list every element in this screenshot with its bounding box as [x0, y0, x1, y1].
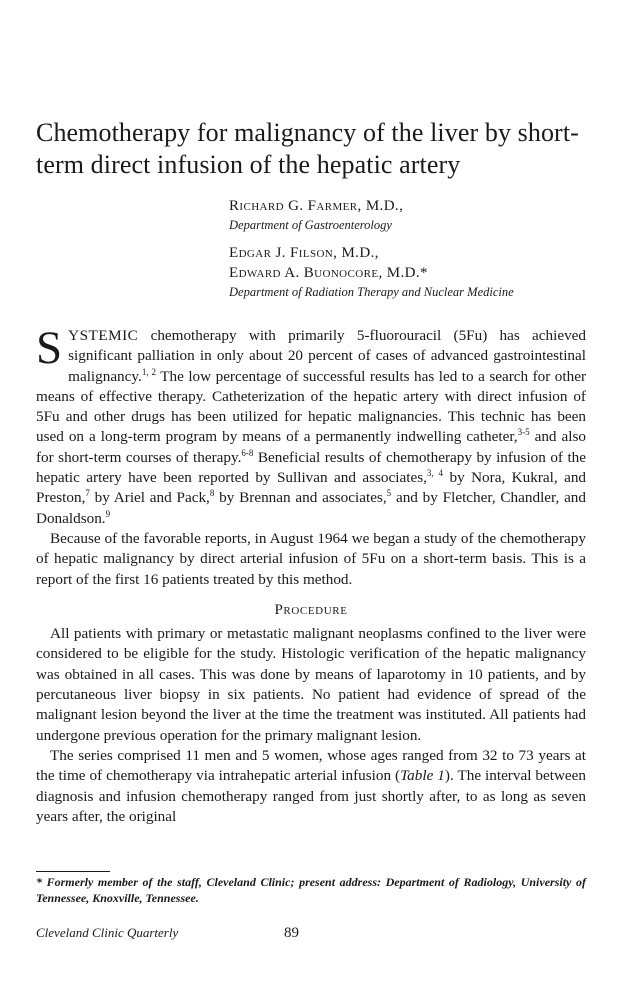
series-text-2: ). The interval between diagnosis and infusion chemotherapy ranged from just shortly after, to as long as seven years after, the original	[36, 767, 586, 825]
paragraph-study-start: Because of the favorable reports, in August 1964 we began a study of the chemotherapy of hepatic malignancy by direct arterial infusion of 5Fu on a short-term basis. This is a report of the first 16 patients treated by this method.	[36, 529, 586, 588]
citation-ref: 6-8	[241, 447, 254, 458]
intro-text-1: chemotherapy with primarily 5-fluorouracil (5Fu) has achieved significant palliation in only about 20 percent of cases of advanced gastrointestinal malignancy.	[68, 327, 586, 385]
citation-ref: 8	[209, 488, 215, 499]
intro-text-6: by Ariel and Pack,	[89, 489, 210, 507]
series-text-1: The series comprised 11 men and 5 women, whose ages ranged from 32 to 73 years at the time of chemotherapy via intrahepatic arterial infusion (	[36, 746, 586, 785]
department-gastroenterology: Department of Gastroenterology	[229, 218, 392, 232]
citation-ref: 5	[386, 488, 392, 499]
drop-cap: S	[36, 322, 63, 374]
author-farmer: Richard G. Farmer, M.D.,	[229, 198, 404, 214]
footnote: * Formerly member of the staff, Cleveland Clinic; present address: Department of Radiology, University of Tennessee, Knoxville, Tennessee.	[36, 875, 586, 905]
author-block	[229, 196, 609, 301]
paragraph-intro	[36, 322, 587, 529]
article-body	[36, 322, 587, 827]
paragraph-eligibility: All patients with primary or metastatic malignant neoplasms confined to the liver were considered to be eligible for the study. Histologic verification of the hepatic malignancy was obtained in all cases. This was done by means of laparotomy in 10 patients, and by percutaneous liver biopsy in six patients. No patient had evidence of spread of the malignant lesion beyond the liver at the time the treatment was instituted. All patients had undergone previous operation for the primary malignant lesion.	[36, 625, 586, 744]
author-spacer	[229, 234, 609, 243]
intro-text-2: The low percentage of successful results has led to a search for other means of effective therapy. Catheterization of the hepatic artery with direct infusion of 5Fu and other drugs has been utilized for hepatic malignancies. This technic has been used on a long-term program by means of a permanently indwelling catheter,	[36, 367, 587, 446]
author-buonocore: Edward A. Buonocore, M.D.*	[229, 265, 428, 281]
citation-ref: 7	[85, 488, 90, 499]
section-heading-procedure: Procedure	[274, 601, 348, 618]
citation-ref: 3-5	[517, 427, 530, 438]
intro-text-4: Beneficial results of chemotherapy by infusion of the hepatic artery have been reported by Sullivan and associates,	[36, 448, 587, 487]
journal-name: Cleveland Clinic Quarterly	[36, 925, 179, 940]
intro-text-5: by Nora, Kukral, and Preston,	[36, 469, 587, 507]
citation-ref: 1, 2	[141, 366, 157, 377]
intro-text-7: by Brennan and associates,	[214, 489, 387, 507]
citation-ref: 9	[105, 508, 111, 519]
department-radiation-therapy: Department of Radiation Therapy and Nuclear Medicine	[229, 285, 514, 299]
lead-word: YSTEMIC	[68, 327, 139, 344]
intro-text-8: and by Fletcher, Chandler, and Donaldson.	[36, 489, 586, 527]
footnote-divider	[36, 871, 110, 872]
table-reference: Table 1	[400, 767, 445, 785]
article-title: Chemotherapy for malignancy of the liver by short-term direct infusion of the hepatic artery	[36, 118, 579, 179]
author-filson: Edgar J. Filson, M.D.,	[229, 245, 379, 261]
running-footer	[36, 924, 586, 942]
paragraph-series	[36, 746, 586, 827]
citation-ref: 3, 4	[426, 468, 444, 479]
page-number: 89	[284, 925, 299, 941]
intro-text-3: and also for short-term courses of therapy.	[36, 428, 586, 466]
